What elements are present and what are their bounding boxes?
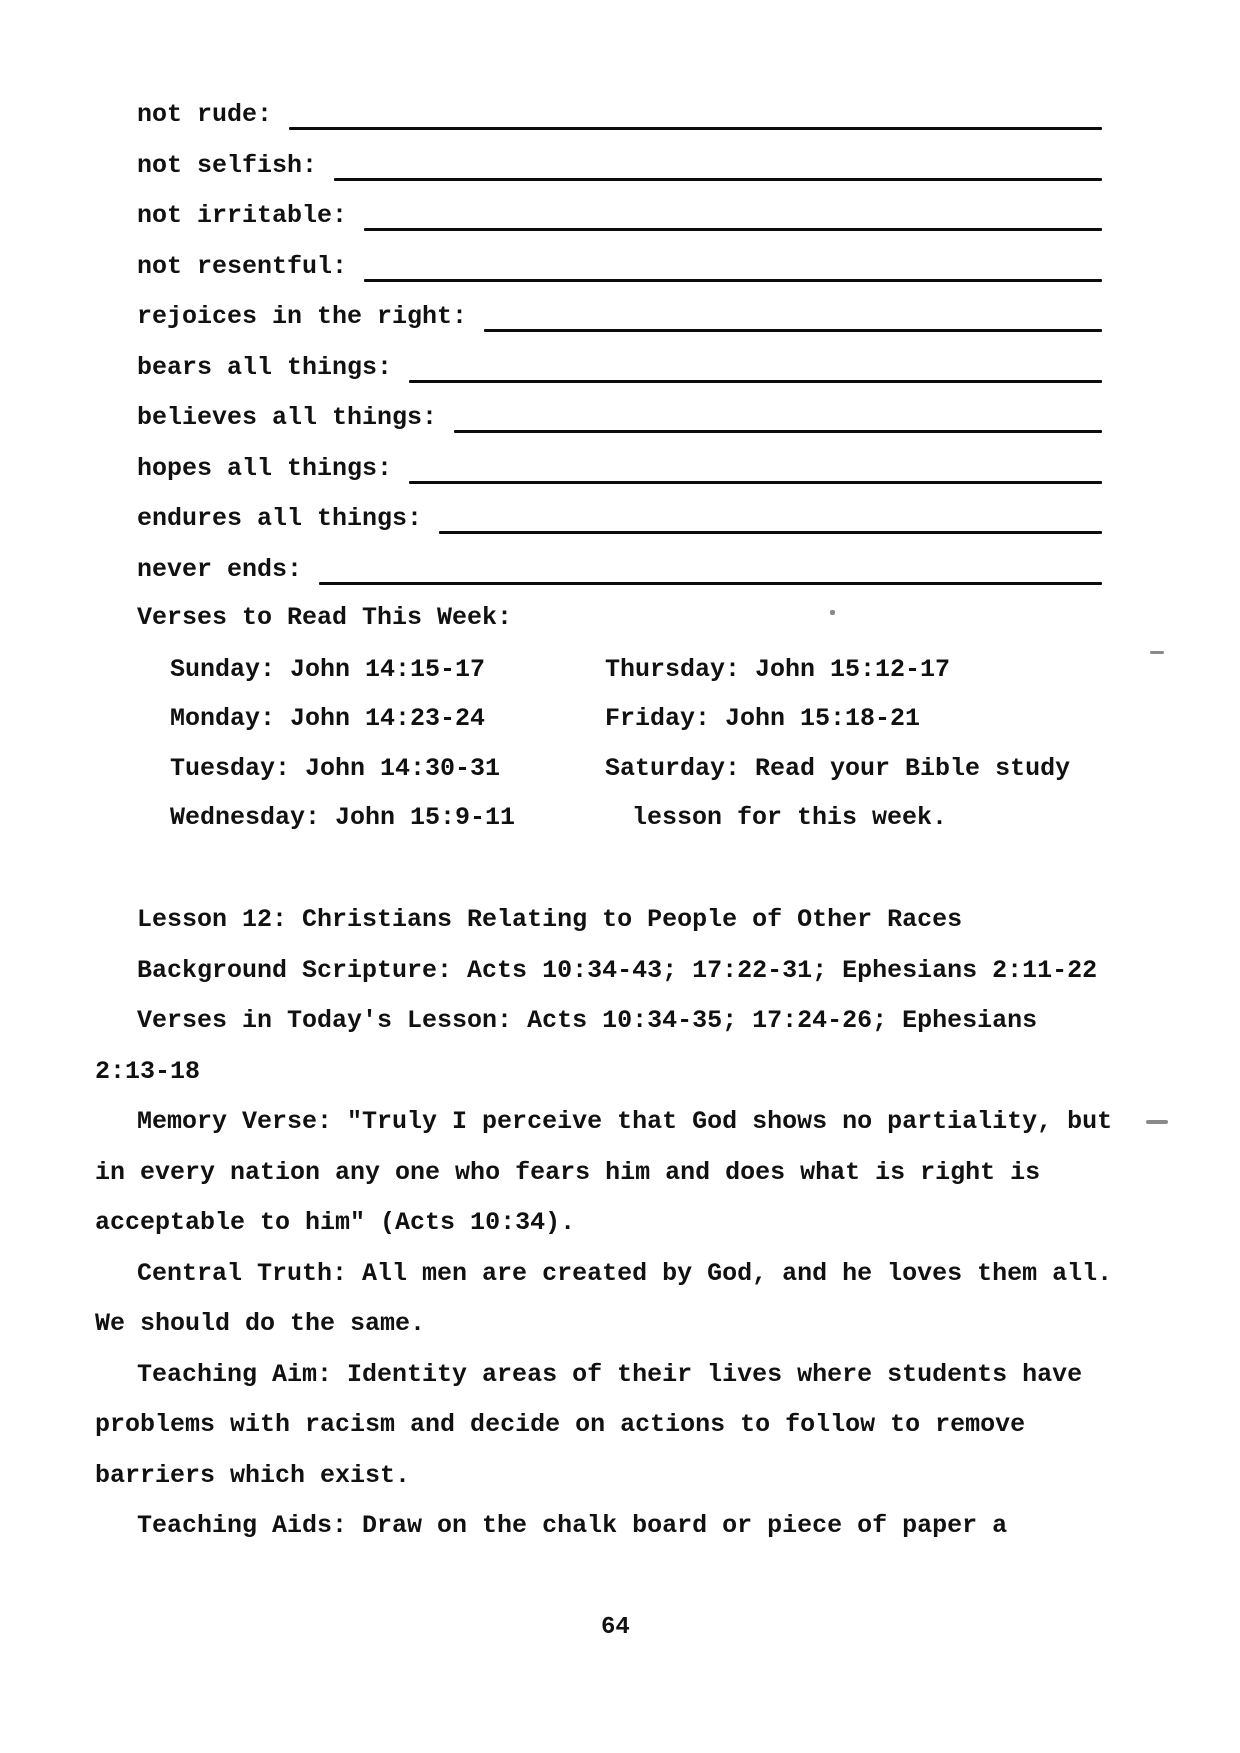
lesson-text-line: acceptable to him" (Acts 10:34). [95,1208,576,1237]
reading-plan-entry: Monday: John 14:23-24 [170,704,486,733]
fill-in-label: not selfish: [137,151,318,180]
fill-in-label: never ends: [137,555,303,584]
lesson-text-line: barriers which exist. [95,1461,411,1490]
lesson-text-line: Teaching Aids: Draw on the chalk board or piece of paper a [137,1511,1008,1540]
reading-plan-entry: Friday: John 15:18-21 [605,704,921,733]
page-number: 64 [601,1614,630,1641]
fill-in-label: believes all things: [137,403,438,432]
fill-in-blank-line [364,228,1102,231]
reading-plan-entry: Thursday: John 15:12-17 [605,655,951,684]
lesson-text-line: We should do the same. [95,1309,426,1338]
fill-in-label: endures all things: [137,504,423,533]
fill-in-blank-line [454,430,1102,433]
lesson-text-line: Central Truth: All men are created by God, and he loves them all. [137,1259,1113,1288]
lesson-text-line: in every nation any one who fears him and does what is right is [95,1158,1041,1187]
fill-in-blank-line [289,127,1102,130]
scan-speck [830,610,835,615]
reading-plan-entry: Sunday: John 14:15-17 [170,655,486,684]
fill-in-label: rejoices in the right: [137,302,468,331]
fill-in-label: hopes all things: [137,454,393,483]
lesson-text-line: Lesson 12: Christians Relating to People of Other Races [137,905,963,934]
lesson-text-line: Teaching Aim: Identity areas of their lives where students have [137,1360,1083,1389]
lesson-text-line: problems with racism and decide on actions to follow to remove [95,1410,1026,1439]
fill-in-blank-line [319,582,1102,585]
reading-plan-entry: Saturday: Read your Bible study [605,754,1071,783]
fill-in-blank-line [409,380,1102,383]
fill-in-label: not rude: [137,100,273,129]
scan-speck [1146,1120,1168,1124]
lesson-text-line: Background Scripture: Acts 10:34-43; 17:22-31; Ephesians 2:11-22 [137,956,1098,985]
fill-in-blank-line [484,329,1102,332]
reading-plan-entry: Wednesday: John 15:9-11 [170,803,516,832]
fill-in-label: not irritable: [137,201,348,230]
lesson-text-line: Verses in Today's Lesson: Acts 10:34-35; 17:24-26; Ephesians [137,1006,1038,1035]
fill-in-blank-line [439,531,1102,534]
fill-in-blank-line [409,481,1102,484]
reading-plan-entry: Tuesday: John 14:30-31 [170,754,501,783]
lesson-text-line: Memory Verse: "Truly I perceive that God shows no partiality, but [137,1107,1113,1136]
fill-in-label: bears all things: [137,353,393,382]
fill-in-blank-line [364,279,1102,282]
fill-in-blank-line [334,178,1102,181]
verses-heading: Verses to Read This Week: [137,603,513,632]
scan-speck [1150,651,1164,654]
lesson-text-line: 2:13-18 [95,1057,201,1086]
fill-in-label: not resentful: [137,252,348,281]
reading-plan-entry: lesson for this week. [632,803,948,832]
